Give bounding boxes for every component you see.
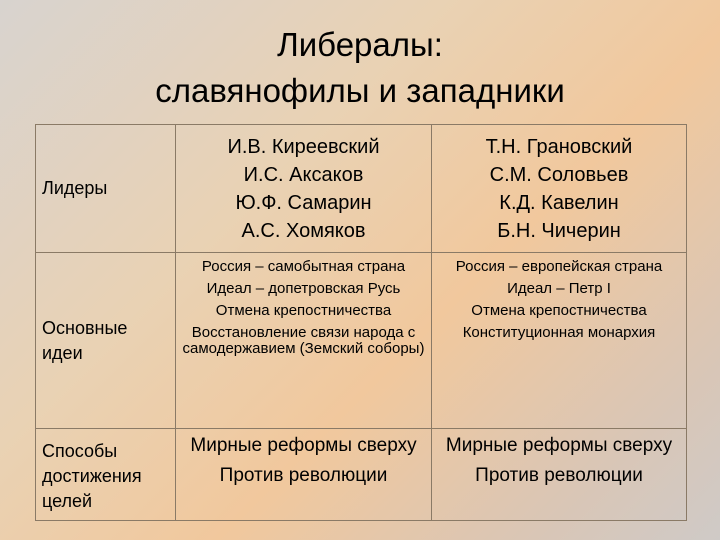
- list-item: Б.Н. Чичерин: [497, 220, 621, 242]
- title-line-2: славянофилы и западники: [155, 72, 565, 109]
- title-line-1: Либералы:: [277, 26, 443, 63]
- list-item: Идеал – Петр I: [507, 280, 611, 297]
- list-item: Ю.Ф. Самарин: [235, 192, 372, 214]
- list-item: Т.Н. Грановский: [485, 136, 633, 158]
- list-item: Конституционная монархия: [462, 324, 656, 341]
- list-item: И.С. Аксаков: [243, 164, 364, 186]
- list-item: Мирные реформы сверху: [190, 435, 417, 456]
- comparison-table: [35, 124, 687, 521]
- list-item: Россия – самобытная страна: [201, 258, 406, 275]
- table-row-methods: [36, 429, 687, 521]
- westernizer-ideas-cell: [432, 253, 687, 429]
- row-label-methods: Способы достижения целей: [36, 429, 176, 521]
- row-label-leaders: Лидеры: [36, 125, 176, 253]
- table-row-ideas: [36, 253, 687, 429]
- list-item: Отмена крепостничества: [471, 302, 647, 319]
- slavophile-leaders-cell: [176, 125, 432, 253]
- list-item: И.В. Киреевский: [227, 136, 380, 158]
- list-item: Мирные реформы сверху: [445, 435, 673, 456]
- list-item: К.Д. Кавелин: [499, 192, 619, 214]
- westernizer-methods-cell: [432, 429, 687, 521]
- list-item: Против революции: [475, 465, 643, 486]
- list-item: Восстановление связи народа с самодержавием (Земский соборы): [182, 324, 425, 357]
- list-item: Идеал – допетровская Русь: [206, 280, 401, 297]
- slide-title: [0, 22, 720, 114]
- list-item: А.С. Хомяков: [241, 220, 366, 242]
- list-item: С.М. Соловьев: [489, 164, 629, 186]
- slavophile-ideas-cell: [176, 253, 432, 429]
- list-item: Россия – европейская страна: [455, 258, 663, 275]
- slavophile-methods-cell: [176, 429, 432, 521]
- westernizer-leaders-cell: [432, 125, 687, 253]
- row-label-ideas: Основные идеи: [36, 253, 176, 429]
- list-item: Отмена крепостничества: [215, 302, 392, 319]
- list-item: Против революции: [219, 465, 388, 486]
- table-row-leaders: [36, 125, 687, 253]
